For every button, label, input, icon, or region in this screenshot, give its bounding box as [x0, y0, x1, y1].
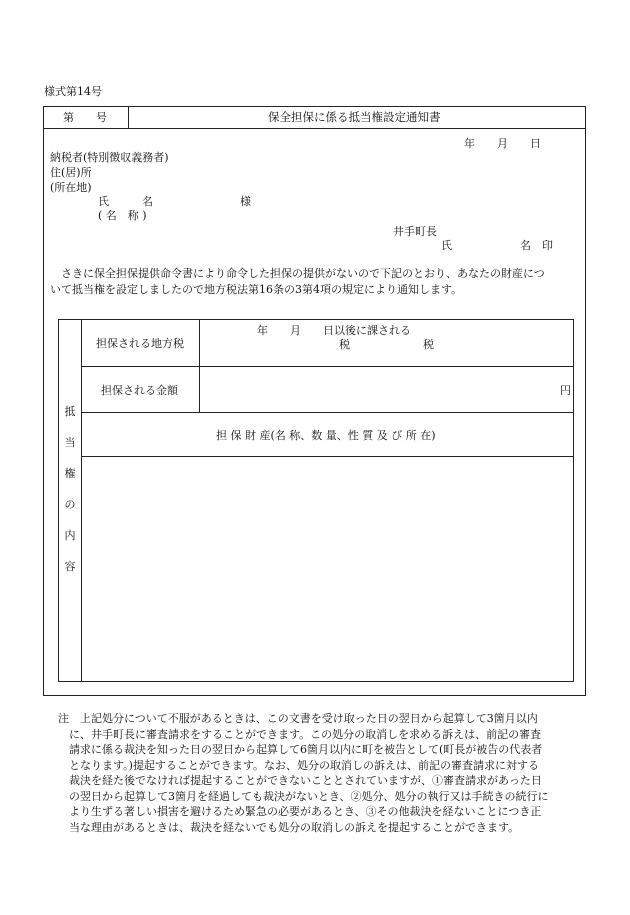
- appeal-notice: [58, 711, 586, 835]
- header-divider: [128, 107, 129, 128]
- amount-unit: 円: [560, 384, 571, 397]
- corporate-name-label: ( 名 称 ): [98, 209, 147, 222]
- side-column-divider: [81, 320, 82, 681]
- notice-frame: [43, 106, 586, 696]
- tax-unit-right: 税: [423, 338, 434, 351]
- side-label-char-4: の: [64, 498, 76, 511]
- address-label: 住(居)所: [50, 166, 92, 179]
- row-divider-1: [82, 366, 573, 367]
- recipient-name-label: 氏 名: [98, 195, 153, 208]
- side-label-char-5: 内: [64, 529, 76, 542]
- taxpayer-label: 納税者(特別徴収義務者): [50, 151, 169, 164]
- tax-unit-left: 税: [339, 338, 350, 351]
- secured-tax-label: 担保される地方税: [96, 337, 184, 350]
- note-line: 請求に係る裁決を知った日の翌日から起算して6箇月以内に町を被告として(町長が被告の代表者: [58, 743, 543, 756]
- issuer-seal-label: 名 印: [520, 239, 553, 252]
- side-label-char-6: 容: [64, 560, 76, 573]
- document-number-label: 第 号: [63, 111, 107, 124]
- row-divider-3: [82, 456, 573, 457]
- property-label: 担 保 財 産(名 称、数 量、性 質 及 び 所 在): [216, 429, 436, 442]
- honorific: 様: [240, 195, 251, 208]
- form-number: 様式第14号: [44, 85, 102, 98]
- note-line: の翌日から起算して3箇月を経過しても裁決がないとき、②処分、処分の執行又は手続きの続行に: [58, 789, 549, 803]
- note-line: 裁決を経た後でなければ提起することができないこととされていますが、①審査請求があった日: [58, 774, 542, 787]
- side-label-char-1: 抵: [64, 405, 76, 418]
- issuer-name-label: 氏: [441, 239, 452, 252]
- body-text-line-2: いて抵当権を設定しましたので地方税法第16条の3第4項の規定により通知します。: [50, 283, 463, 296]
- note-line: より生ずる著しい損害を避けるため緊急の必要があるとき、③その他裁決を経ないことにつき正: [58, 805, 542, 818]
- row-divider-2: [82, 412, 573, 413]
- note-line: となります。)提起することができます。なお、処分の取消しの訴えは、前記の審査請求に対する: [58, 758, 540, 772]
- side-label-char-2: 当: [64, 436, 76, 449]
- note-line: 注 上記処分について不服があるときは、この文書を受け取った日の翌日から起算して3箇月以内: [58, 712, 538, 725]
- document-title: 保全担保に係る抵当権設定通知書: [268, 110, 441, 124]
- note-line: に、井手町長に審査請求をすることができます。この処分の取消しを求める訴えは、前記の審査: [58, 727, 542, 741]
- issue-date: 年 月 日: [464, 137, 541, 150]
- lien-content-table: [58, 319, 574, 682]
- body-text-line-1: さきに保全担保提供命令書により命令した担保の提供がないので下記のとおり、あなたの財産につ: [50, 267, 545, 280]
- location-label: (所在地): [50, 181, 92, 194]
- tax-period-text: 年 月 日以後に課される: [257, 324, 411, 337]
- note-line: 当な理由があるときは、裁決を経ないでも処分の取消しの訴えを提起することができます。: [58, 820, 520, 834]
- side-label-char-3: 権: [64, 467, 76, 480]
- secured-amount-label: 担保される金額: [101, 384, 178, 397]
- header-row: [44, 107, 585, 129]
- issuer-title: 井手町長: [393, 225, 437, 238]
